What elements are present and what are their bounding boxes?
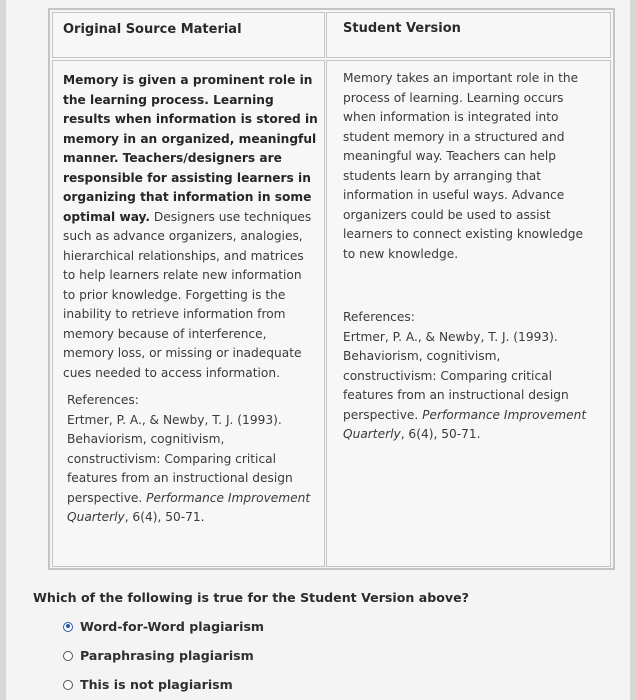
journal-title: Performance Improvement — [146, 490, 311, 505]
original-line: hierarchical relationships, and matrices — [63, 248, 304, 263]
option-label[interactable]: Word-for-Word plagiarism — [80, 619, 265, 634]
original-line: optimal way. — [63, 209, 151, 224]
student-line: Memory takes an important role in the — [343, 71, 579, 85]
student-version-cell — [326, 60, 611, 567]
original-line: organizing that information in some — [63, 190, 312, 204]
student-line: meaningful way. Teachers can help — [343, 149, 556, 163]
option-label[interactable]: Paraphrasing plagiarism — [80, 648, 254, 663]
header-original: Original Source Material — [63, 22, 242, 37]
original-line: Memory is given a prominent role in — [63, 73, 313, 87]
student-text — [343, 69, 603, 264]
original-line: results when information is stored in — [63, 112, 318, 126]
reference-line: perspective. — [343, 407, 423, 422]
student-line: organizers could be used to assist — [343, 207, 551, 222]
original-line: the learning process. Learning — [63, 92, 274, 107]
frame-left-edge — [0, 0, 6, 700]
student-line: process of learning. Learning occurs — [343, 90, 564, 105]
student-line: information in useful ways. Advance — [343, 188, 565, 202]
reference-line: Ertmer, P. A., & Newby, T. J. (1993). — [67, 412, 282, 427]
option-label[interactable]: This is not plagiarism — [80, 677, 233, 692]
reference-line: features from an instructional design — [67, 471, 293, 485]
reference-line: Ertmer, P. A., & Newby, T. J. (1993). — [343, 329, 558, 344]
header-cell-student — [326, 12, 611, 58]
journal-title: Quarterly — [67, 510, 125, 524]
original-text — [63, 71, 318, 383]
reference-line: constructivism: Comparing critical — [67, 451, 277, 466]
original-line: cues needed to access information. — [63, 365, 280, 380]
frame-right-edge — [630, 0, 636, 700]
journal-title: Quarterly — [343, 427, 401, 441]
student-line: learners to connect existing knowledge — [343, 227, 583, 241]
references-label: References: — [67, 393, 139, 407]
option-paraphrasing[interactable] — [63, 648, 254, 663]
radio-selected-icon[interactable] — [63, 622, 73, 632]
student-line: students learn by arranging that — [343, 168, 542, 183]
reference-line: constructivism: Comparing critical — [343, 368, 553, 383]
reference-line: features from an instructional design — [343, 388, 569, 402]
header-cell-original — [52, 12, 325, 58]
original-line: memory loss, or missing or inadequate — [63, 346, 302, 360]
radio-unselected-icon[interactable] — [63, 651, 73, 661]
reference-line: Behaviorism, cognitivism, — [343, 349, 501, 363]
reference-line: , 6(4), 50-71. — [400, 427, 481, 441]
original-line: such as advance organizers, analogies, — [63, 229, 303, 243]
original-line: to prior knowledge. Forgetting is the — [63, 287, 286, 302]
original-references — [67, 391, 312, 528]
references-label: References: — [343, 310, 415, 324]
original-line: memory because of interference, — [63, 326, 267, 341]
option-not-plagiarism[interactable] — [63, 677, 233, 692]
journal-title: Performance Improvement — [422, 407, 587, 422]
option-word-for-word[interactable] — [63, 619, 264, 634]
header-student: Student Version — [343, 21, 461, 36]
original-line: Designers use techniques — [150, 209, 312, 224]
student-references — [343, 308, 605, 445]
original-line: to help learners relate new information — [63, 268, 302, 282]
reference-line: perspective. — [67, 490, 147, 505]
student-line: student memory in a structured and — [343, 129, 565, 144]
question-prompt: Which of the following is true for the Student Version above? — [33, 590, 469, 605]
original-line: responsible for assisting learners in — [63, 170, 311, 185]
radio-unselected-icon[interactable] — [63, 680, 73, 690]
original-source-cell — [52, 60, 325, 567]
student-line: when information is integrated into — [343, 110, 559, 124]
original-line: manner. Teachers/designers are — [63, 151, 282, 165]
reference-line: Behaviorism, cognitivism, — [67, 432, 225, 446]
original-line: inability to retrieve information from — [63, 307, 286, 321]
student-line: to new knowledge. — [343, 246, 459, 261]
reference-line: , 6(4), 50-71. — [124, 510, 205, 524]
comparison-table — [48, 8, 615, 570]
original-line: memory in an organized, meaningful — [63, 131, 317, 146]
